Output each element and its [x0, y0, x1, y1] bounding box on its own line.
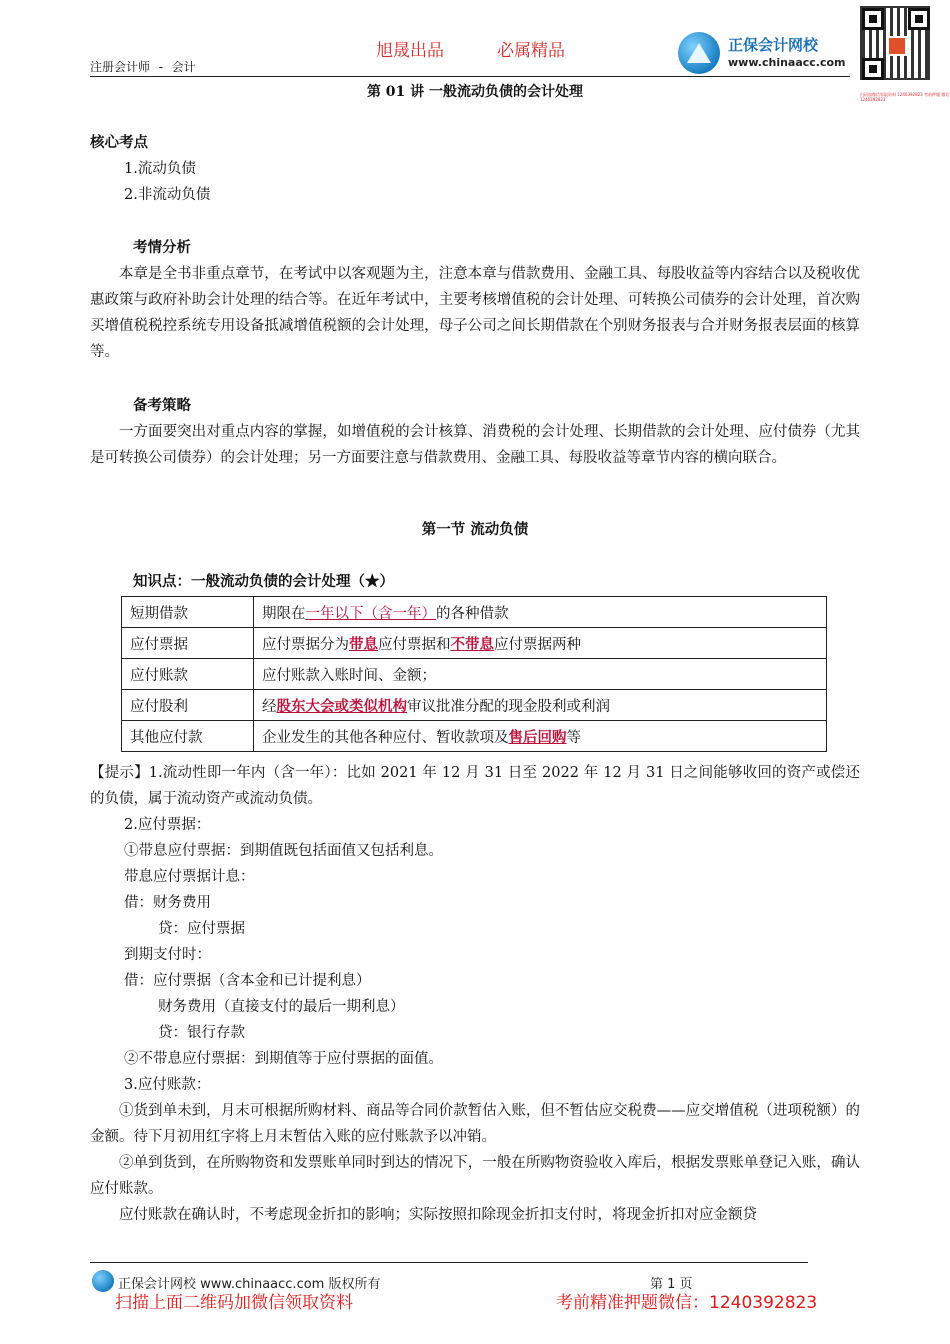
- promo-right: 考前精准押题微信：1240392823: [556, 1293, 818, 1313]
- highlighted-term: 不带息: [450, 635, 494, 653]
- tip-line-9: 贷：银行存款: [158, 1025, 245, 1041]
- section-title: 第一节 流动负债: [421, 521, 529, 538]
- footer-divider: [90, 1262, 808, 1263]
- tip-line-3: 带息应付票据计息：: [124, 869, 255, 885]
- tip-line-8: 财务费用（直接支付的最后一期利息）: [158, 999, 405, 1015]
- core-item-2: 2.非流动负债: [124, 187, 211, 203]
- knowledge-table: [121, 596, 827, 752]
- table-row: [122, 721, 827, 752]
- tip-line-10: ②不带息应付票据：到期值等于应付票据的面值。: [124, 1051, 443, 1067]
- table-cell-desc: [254, 659, 827, 690]
- desc-text: 期限在: [262, 605, 306, 622]
- table-cell-name: 应付账款: [122, 659, 254, 690]
- tip-para-3: 应付账款在确认时，不考虑现金折扣的影响；实际按照扣除现金折扣支付时，将现金折扣对应金额贷: [119, 1207, 757, 1223]
- footer-logo-icon: [92, 1270, 114, 1292]
- knowledge-title: 知识点：一般流动负债的会计处理（★）: [133, 573, 394, 590]
- promo-left: 扫描上面二维码加微信领取资料: [115, 1293, 353, 1313]
- header-slogan-right: 必属精品: [497, 41, 565, 61]
- table-cell-name: 应付股利: [122, 690, 254, 721]
- table-cell-desc: [254, 690, 827, 721]
- tip-line-1: 2.应付票据：: [124, 817, 211, 833]
- tip-1: 【提示】1.流动性即一年内（含一年）：比如 2021 年 12 月 31 日至 2022 年 12 月 31 日之间能够收回的资产或偿还的负债，属于流动资产或流动负债。: [90, 765, 860, 807]
- logo-mark-icon: [678, 32, 720, 74]
- tip-line-7: 借：应付票据（含本金和已计提利息）: [124, 973, 371, 989]
- table-cell-desc: [254, 721, 827, 752]
- chinaacc-logo: [678, 28, 858, 74]
- table-cell-name: 其他应付款: [122, 721, 254, 752]
- tip-line-6: 到期支付时：: [124, 947, 211, 963]
- header-divider: [90, 76, 850, 77]
- desc-text: 审议批准分配的现金股利或利润: [407, 698, 610, 715]
- tip-line-4: 借：财务费用: [124, 895, 211, 911]
- qr-code-icon: [860, 6, 950, 102]
- desc-text: 应付账款入账时间、金额；: [262, 667, 436, 684]
- tip-line-5: 贷：应付票据: [158, 921, 245, 937]
- highlighted-term: 售后回购: [508, 728, 567, 746]
- page-number: 第 1 页: [650, 1277, 693, 1292]
- core-item-1: 1.流动负债: [124, 161, 196, 177]
- logo-url: www.chinaacc.com: [728, 56, 846, 69]
- tip-para-2: ②单到货到，在所购物资和发票账单同时到达的情况下，一般在所购物资验收入库后，根据发票账单登记入账，确认应付账款。: [90, 1155, 860, 1197]
- strategy-heading: 备考策略: [133, 397, 191, 414]
- desc-text: 企业发生的其他各种应付、暂收款项及: [262, 729, 509, 746]
- table-row: [122, 628, 827, 659]
- analysis-heading: 考情分析: [133, 239, 191, 256]
- table-cell-desc: [254, 597, 827, 628]
- tip-line-11: 3.应付账款：: [124, 1077, 211, 1093]
- desc-text: 的各种借款: [436, 605, 509, 622]
- desc-text: 应付票据分为: [262, 636, 349, 653]
- table-row: [122, 690, 827, 721]
- tip-line-2: ①带息应付票据：到期值既包括面值又包括利息。: [124, 843, 443, 859]
- highlighted-term: 带息: [349, 635, 378, 653]
- lecture-title: 第 01 讲 一般流动负债的会计处理: [366, 84, 584, 100]
- table-cell-name: 短期借款: [122, 597, 254, 628]
- header-slogan-left: 旭晟出品: [376, 41, 444, 61]
- desc-text: 等: [566, 729, 581, 746]
- desc-text: 应付票据和: [378, 636, 451, 653]
- footer-copyright: 正保会计网校 www.chinaacc.com 版权所有: [118, 1277, 381, 1292]
- course-name: 注册会计师 - 会计: [90, 60, 196, 74]
- table-cell-name: 应付票据: [122, 628, 254, 659]
- highlighted-term: 一年以下（含一年）: [305, 605, 436, 622]
- strategy-text: 一方面要突出对重点内容的掌握，如增值税的会计核算、消费税的会计处理、长期借款的会计处理、应付债券（尤其是可转换公司债券）的会计处理；另一方面要注意与借款费用、金融工具、每股收益等章节内容的横向联合。: [90, 424, 860, 466]
- table-cell-desc: [254, 628, 827, 659]
- logo-title: 正保会计网校: [728, 36, 819, 54]
- table-row: [122, 597, 827, 628]
- desc-text: 经: [262, 698, 277, 715]
- analysis-text: 本章是全书非重点章节，在考试中以客观题为主，注意本章与借款费用、金融工具、每股收益等内容结合以及税收优惠政策与政府补助会计处理的结合等。在近年考试中，主要考核增值税的会计处理、可转换公司债券的会计处理，首次购买增值税税控系统专用设备抵减增值税额的会计处理，母子公司之间长期借款在个别财务报表与合并财务报表层面的核算等。: [90, 266, 860, 360]
- highlighted-term: 股东大会或类似机构: [276, 697, 407, 715]
- qr-caption: 扫码加微信领取资料 1240392823 考前押题 微信 1240392823: [860, 92, 950, 102]
- tip-para-1: ①货到单未到，月末可根据所购材料、商品等合同价款暂估入账，但不暂估应交税费——应交增值税（进项税额）的金额。待下月初用红字将上月末暂估入账的应付账款予以冲销。: [90, 1103, 860, 1145]
- core-heading: 核心考点: [90, 134, 148, 151]
- desc-text: 应付票据两种: [494, 636, 581, 653]
- table-row: [122, 659, 827, 690]
